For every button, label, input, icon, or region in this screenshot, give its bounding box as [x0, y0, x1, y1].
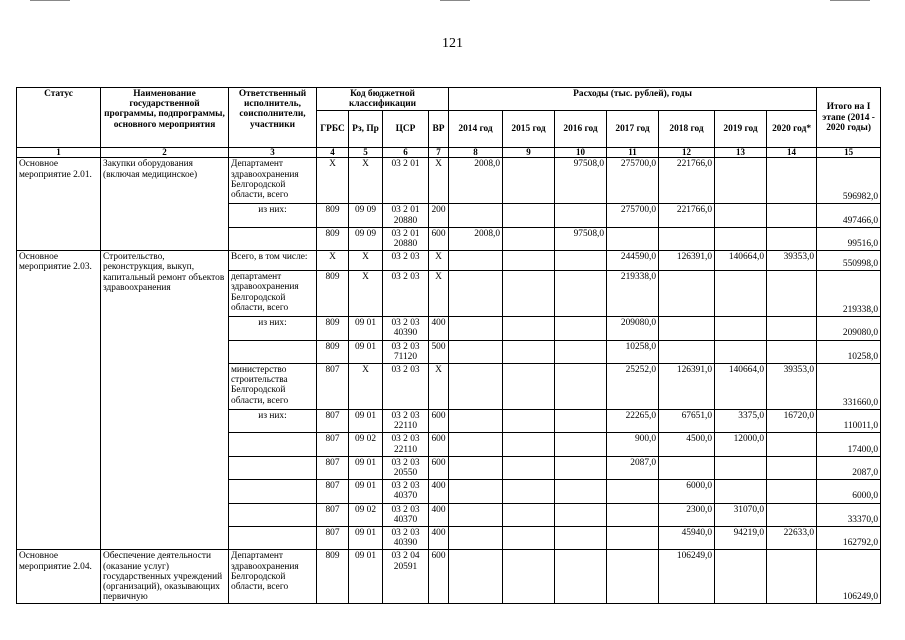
- year-2015-cell: [503, 204, 555, 227]
- year-2018-cell: 221766,0: [659, 204, 715, 227]
- header-year-2015: 2015 год: [503, 111, 555, 148]
- year-2020-cell: 39353,0: [767, 364, 817, 410]
- year-2015-cell: [503, 227, 555, 250]
- header-year-2017: 2017 год: [607, 111, 659, 148]
- header-name: Наименование государственной программы, подпрограммы, основного мероприятия: [101, 88, 229, 148]
- csr-cell: 03 2 03 22110: [383, 410, 429, 433]
- year-2018-cell: 6000,0: [659, 480, 715, 503]
- vr-cell: 400: [429, 527, 449, 550]
- year-2018-cell: [659, 340, 715, 363]
- csr-cell: 03 2 03: [383, 364, 429, 410]
- column-numbers-row: [17, 148, 881, 158]
- year-2018-cell: [659, 456, 715, 479]
- year-2015-cell: [503, 410, 555, 433]
- column-number: 15: [817, 148, 881, 158]
- rzpr-cell: 09 09: [349, 227, 383, 250]
- grbs-cell: 807: [317, 433, 349, 456]
- year-2020-cell: 16720,0: [767, 410, 817, 433]
- year-2016-cell: [555, 317, 607, 340]
- total-cell: 33370,0: [817, 503, 881, 526]
- year-2014-cell: [449, 204, 503, 227]
- header-csr: ЦСР: [383, 111, 429, 148]
- year-2017-cell: 22265,0: [607, 410, 659, 433]
- year-2014-cell: [449, 364, 503, 410]
- column-number: 3: [229, 148, 317, 158]
- year-2019-cell: 140664,0: [715, 251, 767, 271]
- rzpr-cell: 09 01: [349, 527, 383, 550]
- year-2014-cell: [449, 527, 503, 550]
- total-cell: 10258,0: [817, 340, 881, 363]
- grbs-cell: 809: [317, 317, 349, 340]
- vr-cell: 400: [429, 503, 449, 526]
- year-2018-cell: 126391,0: [659, 251, 715, 271]
- vr-cell: 400: [429, 317, 449, 340]
- year-2018-cell: 4500,0: [659, 433, 715, 456]
- column-number: 11: [607, 148, 659, 158]
- total-cell: 110011,0: [817, 410, 881, 433]
- year-2017-cell: 25252,0: [607, 364, 659, 410]
- rzpr-cell: X: [349, 364, 383, 410]
- year-2014-cell: [449, 410, 503, 433]
- year-2020-cell: [767, 204, 817, 227]
- rzpr-cell: 09 01: [349, 410, 383, 433]
- year-2015-cell: [503, 527, 555, 550]
- rzpr-cell: 09 01: [349, 550, 383, 604]
- rzpr-cell: 09 01: [349, 480, 383, 503]
- year-2016-cell: 97508,0: [555, 227, 607, 250]
- rzpr-cell: 09 02: [349, 503, 383, 526]
- year-2016-cell: [555, 433, 607, 456]
- grbs-cell: 807: [317, 410, 349, 433]
- year-2014-cell: 2008,0: [449, 227, 503, 250]
- column-number: 13: [715, 148, 767, 158]
- year-2017-cell: 219338,0: [607, 271, 659, 317]
- responsible-cell: из них:: [229, 317, 317, 340]
- rzpr-cell: X: [349, 271, 383, 317]
- year-2016-cell: [555, 251, 607, 271]
- total-cell: 331660,0: [817, 364, 881, 410]
- responsible-cell: Всего, в том числе:: [229, 251, 317, 271]
- rzpr-cell: 09 02: [349, 433, 383, 456]
- header-total: Итого на I этапе (2014 - 2020 годы): [817, 88, 881, 148]
- total-cell: 106249,0: [817, 550, 881, 604]
- csr-cell: 03 2 01 20880: [383, 227, 429, 250]
- year-2014-cell: [449, 456, 503, 479]
- total-cell: 209080,0: [817, 317, 881, 340]
- grbs-cell: 809: [317, 227, 349, 250]
- total-cell: 596982,0: [817, 158, 881, 204]
- column-number: 5: [349, 148, 383, 158]
- year-2019-cell: [715, 480, 767, 503]
- grbs-cell: 807: [317, 480, 349, 503]
- total-cell: 2087,0: [817, 456, 881, 479]
- total-cell: 99516,0: [817, 227, 881, 250]
- column-number: 8: [449, 148, 503, 158]
- year-2018-cell: [659, 271, 715, 317]
- year-2017-cell: 275700,0: [607, 158, 659, 204]
- status-cell: Основное мероприятие 2.01.: [17, 158, 101, 251]
- vr-cell: X: [429, 158, 449, 204]
- grbs-cell: X: [317, 251, 349, 271]
- year-2019-cell: [715, 227, 767, 250]
- header-year-2019: 2019 год: [715, 111, 767, 148]
- year-2016-cell: [555, 503, 607, 526]
- year-2015-cell: [503, 251, 555, 271]
- grbs-cell: 807: [317, 456, 349, 479]
- csr-cell: 03 2 04 20591: [383, 550, 429, 604]
- year-2019-cell: [715, 158, 767, 204]
- responsible-cell: из них:: [229, 204, 317, 227]
- responsible-cell: [229, 480, 317, 503]
- budget-table: [16, 87, 881, 604]
- vr-cell: X: [429, 271, 449, 317]
- year-2014-cell: [449, 317, 503, 340]
- year-2020-cell: [767, 227, 817, 250]
- header-expenses: Расходы (тыс. рублей), годы: [449, 88, 817, 111]
- year-2019-cell: 31070,0: [715, 503, 767, 526]
- year-2017-cell: 244590,0: [607, 251, 659, 271]
- header-status: Статус: [17, 88, 101, 148]
- year-2015-cell: [503, 503, 555, 526]
- grbs-cell: X: [317, 158, 349, 204]
- total-cell: 497466,0: [817, 204, 881, 227]
- column-number: 10: [555, 148, 607, 158]
- year-2016-cell: [555, 456, 607, 479]
- total-cell: 6000,0: [817, 480, 881, 503]
- year-2019-cell: [715, 550, 767, 604]
- csr-cell: 03 2 03: [383, 251, 429, 271]
- year-2020-cell: [767, 158, 817, 204]
- year-2018-cell: [659, 227, 715, 250]
- csr-cell: 03 2 03: [383, 271, 429, 317]
- rzpr-cell: 09 01: [349, 317, 383, 340]
- page-number: 121: [442, 36, 463, 51]
- csr-cell: 03 2 03 71120: [383, 340, 429, 363]
- header-year-2014: 2014 год: [449, 111, 503, 148]
- year-2016-cell: [555, 340, 607, 363]
- year-2019-cell: 140664,0: [715, 364, 767, 410]
- year-2015-cell: [503, 550, 555, 604]
- total-cell: 17400,0: [817, 433, 881, 456]
- year-2017-cell: 900,0: [607, 433, 659, 456]
- year-2017-cell: [607, 550, 659, 604]
- header-budget-code: Код бюджетной классификации: [317, 88, 449, 111]
- year-2018-cell: 67651,0: [659, 410, 715, 433]
- year-2015-cell: [503, 340, 555, 363]
- csr-cell: 03 2 01 20880: [383, 204, 429, 227]
- responsible-cell: [229, 527, 317, 550]
- year-2014-cell: [449, 433, 503, 456]
- vr-cell: 400: [429, 480, 449, 503]
- year-2020-cell: [767, 456, 817, 479]
- year-2020-cell: [767, 271, 817, 317]
- rzpr-cell: 09 01: [349, 340, 383, 363]
- vr-cell: X: [429, 251, 449, 271]
- year-2015-cell: [503, 271, 555, 317]
- vr-cell: 500: [429, 340, 449, 363]
- year-2014-cell: [449, 480, 503, 503]
- year-2018-cell: 45940,0: [659, 527, 715, 550]
- csr-cell: 03 2 01: [383, 158, 429, 204]
- table-row: [17, 251, 881, 271]
- year-2014-cell: [449, 503, 503, 526]
- header-grbs: ГРБС: [317, 111, 349, 148]
- responsible-cell: министерство строительства Белгородской области, всего: [229, 364, 317, 410]
- year-2015-cell: [503, 158, 555, 204]
- total-cell: 162792,0: [817, 527, 881, 550]
- vr-cell: 600: [429, 550, 449, 604]
- total-cell: 219338,0: [817, 271, 881, 317]
- vr-cell: 600: [429, 456, 449, 479]
- header-year-2018: 2018 год: [659, 111, 715, 148]
- header-responsible: Ответственный исполнитель, соисполнители, участники: [229, 88, 317, 148]
- year-2017-cell: [607, 503, 659, 526]
- vr-cell: X: [429, 364, 449, 410]
- year-2018-cell: 106249,0: [659, 550, 715, 604]
- responsible-cell: департамент здравоохранения Белгородской области, всего: [229, 271, 317, 317]
- year-2016-cell: [555, 410, 607, 433]
- status-cell: Основное мероприятие 2.03.: [17, 251, 101, 550]
- responsible-cell: Департамент здравоохранения Белгородской области, всего: [229, 158, 317, 204]
- year-2019-cell: 12000,0: [715, 433, 767, 456]
- column-number: 7: [429, 148, 449, 158]
- year-2018-cell: 2300,0: [659, 503, 715, 526]
- responsible-cell: [229, 433, 317, 456]
- column-number: 14: [767, 148, 817, 158]
- year-2019-cell: [715, 340, 767, 363]
- total-cell: 550998,0: [817, 251, 881, 271]
- responsible-cell: [229, 503, 317, 526]
- responsible-cell: из них:: [229, 410, 317, 433]
- column-number: 4: [317, 148, 349, 158]
- status-cell: Основное мероприятие 2.04.: [17, 550, 101, 604]
- measure-name-cell: Закупки оборудования (включая медицинское): [101, 158, 229, 251]
- year-2018-cell: 126391,0: [659, 364, 715, 410]
- grbs-cell: 807: [317, 503, 349, 526]
- year-2015-cell: [503, 317, 555, 340]
- header-rzpr: Рз, Пр: [349, 111, 383, 148]
- column-number: 9: [503, 148, 555, 158]
- year-2020-cell: 22633,0: [767, 527, 817, 550]
- csr-cell: 03 2 03 20550: [383, 456, 429, 479]
- year-2017-cell: [607, 480, 659, 503]
- year-2014-cell: [449, 550, 503, 604]
- year-2016-cell: [555, 271, 607, 317]
- year-2015-cell: [503, 456, 555, 479]
- year-2017-cell: [607, 527, 659, 550]
- vr-cell: 600: [429, 227, 449, 250]
- table-body: [17, 158, 881, 604]
- header-vr: ВР: [429, 111, 449, 148]
- rzpr-cell: X: [349, 251, 383, 271]
- year-2016-cell: 97508,0: [555, 158, 607, 204]
- year-2017-cell: 10258,0: [607, 340, 659, 363]
- responsible-cell: [229, 456, 317, 479]
- year-2017-cell: [607, 227, 659, 250]
- header-year-2016: 2016 год: [555, 111, 607, 148]
- csr-cell: 03 2 03 40390: [383, 317, 429, 340]
- rzpr-cell: 09 09: [349, 204, 383, 227]
- year-2017-cell: 209080,0: [607, 317, 659, 340]
- csr-cell: 03 2 03 40370: [383, 480, 429, 503]
- grbs-cell: 809: [317, 271, 349, 317]
- year-2019-cell: 3375,0: [715, 410, 767, 433]
- grbs-cell: 809: [317, 204, 349, 227]
- grbs-cell: 807: [317, 364, 349, 410]
- column-number: 2: [101, 148, 229, 158]
- year-2014-cell: [449, 340, 503, 363]
- year-2019-cell: 94219,0: [715, 527, 767, 550]
- year-2014-cell: 2008,0: [449, 158, 503, 204]
- measure-name-cell: Обеспечение деятельности (оказание услуг) государственных учреждений (организаций), оказывающих первичную: [101, 550, 229, 604]
- year-2020-cell: [767, 550, 817, 604]
- csr-cell: 03 2 03 22110: [383, 433, 429, 456]
- rzpr-cell: X: [349, 158, 383, 204]
- responsible-cell: [229, 227, 317, 250]
- grbs-cell: 809: [317, 340, 349, 363]
- year-2017-cell: 2087,0: [607, 456, 659, 479]
- year-2019-cell: [715, 317, 767, 340]
- year-2020-cell: [767, 503, 817, 526]
- year-2016-cell: [555, 204, 607, 227]
- year-2019-cell: [715, 456, 767, 479]
- column-number: 12: [659, 148, 715, 158]
- year-2020-cell: [767, 433, 817, 456]
- responsible-cell: [229, 340, 317, 363]
- grbs-cell: 807: [317, 527, 349, 550]
- csr-cell: 03 2 03 40390: [383, 527, 429, 550]
- year-2020-cell: [767, 480, 817, 503]
- table-row: [17, 158, 881, 204]
- rzpr-cell: 09 01: [349, 456, 383, 479]
- year-2016-cell: [555, 550, 607, 604]
- header-year-2020: 2020 год*: [767, 111, 817, 148]
- year-2016-cell: [555, 527, 607, 550]
- year-2015-cell: [503, 364, 555, 410]
- table-row: [17, 550, 881, 604]
- year-2017-cell: 275700,0: [607, 204, 659, 227]
- year-2014-cell: [449, 271, 503, 317]
- year-2018-cell: [659, 317, 715, 340]
- year-2015-cell: [503, 480, 555, 503]
- year-2019-cell: [715, 204, 767, 227]
- grbs-cell: 809: [317, 550, 349, 604]
- column-number: 1: [17, 148, 101, 158]
- responsible-cell: Департамент здравоохранения Белгородской области, всего: [229, 550, 317, 604]
- year-2018-cell: 221766,0: [659, 158, 715, 204]
- year-2020-cell: [767, 340, 817, 363]
- vr-cell: 600: [429, 410, 449, 433]
- measure-name-cell: Строительство, реконструкция, выкуп, капитальный ремонт объектов здравоохранения: [101, 251, 229, 550]
- year-2015-cell: [503, 433, 555, 456]
- year-2020-cell: 39353,0: [767, 251, 817, 271]
- year-2020-cell: [767, 317, 817, 340]
- year-2014-cell: [449, 251, 503, 271]
- year-2016-cell: [555, 364, 607, 410]
- year-2016-cell: [555, 480, 607, 503]
- vr-cell: 200: [429, 204, 449, 227]
- column-number: 6: [383, 148, 429, 158]
- csr-cell: 03 2 03 40370: [383, 503, 429, 526]
- vr-cell: 600: [429, 433, 449, 456]
- year-2019-cell: [715, 271, 767, 317]
